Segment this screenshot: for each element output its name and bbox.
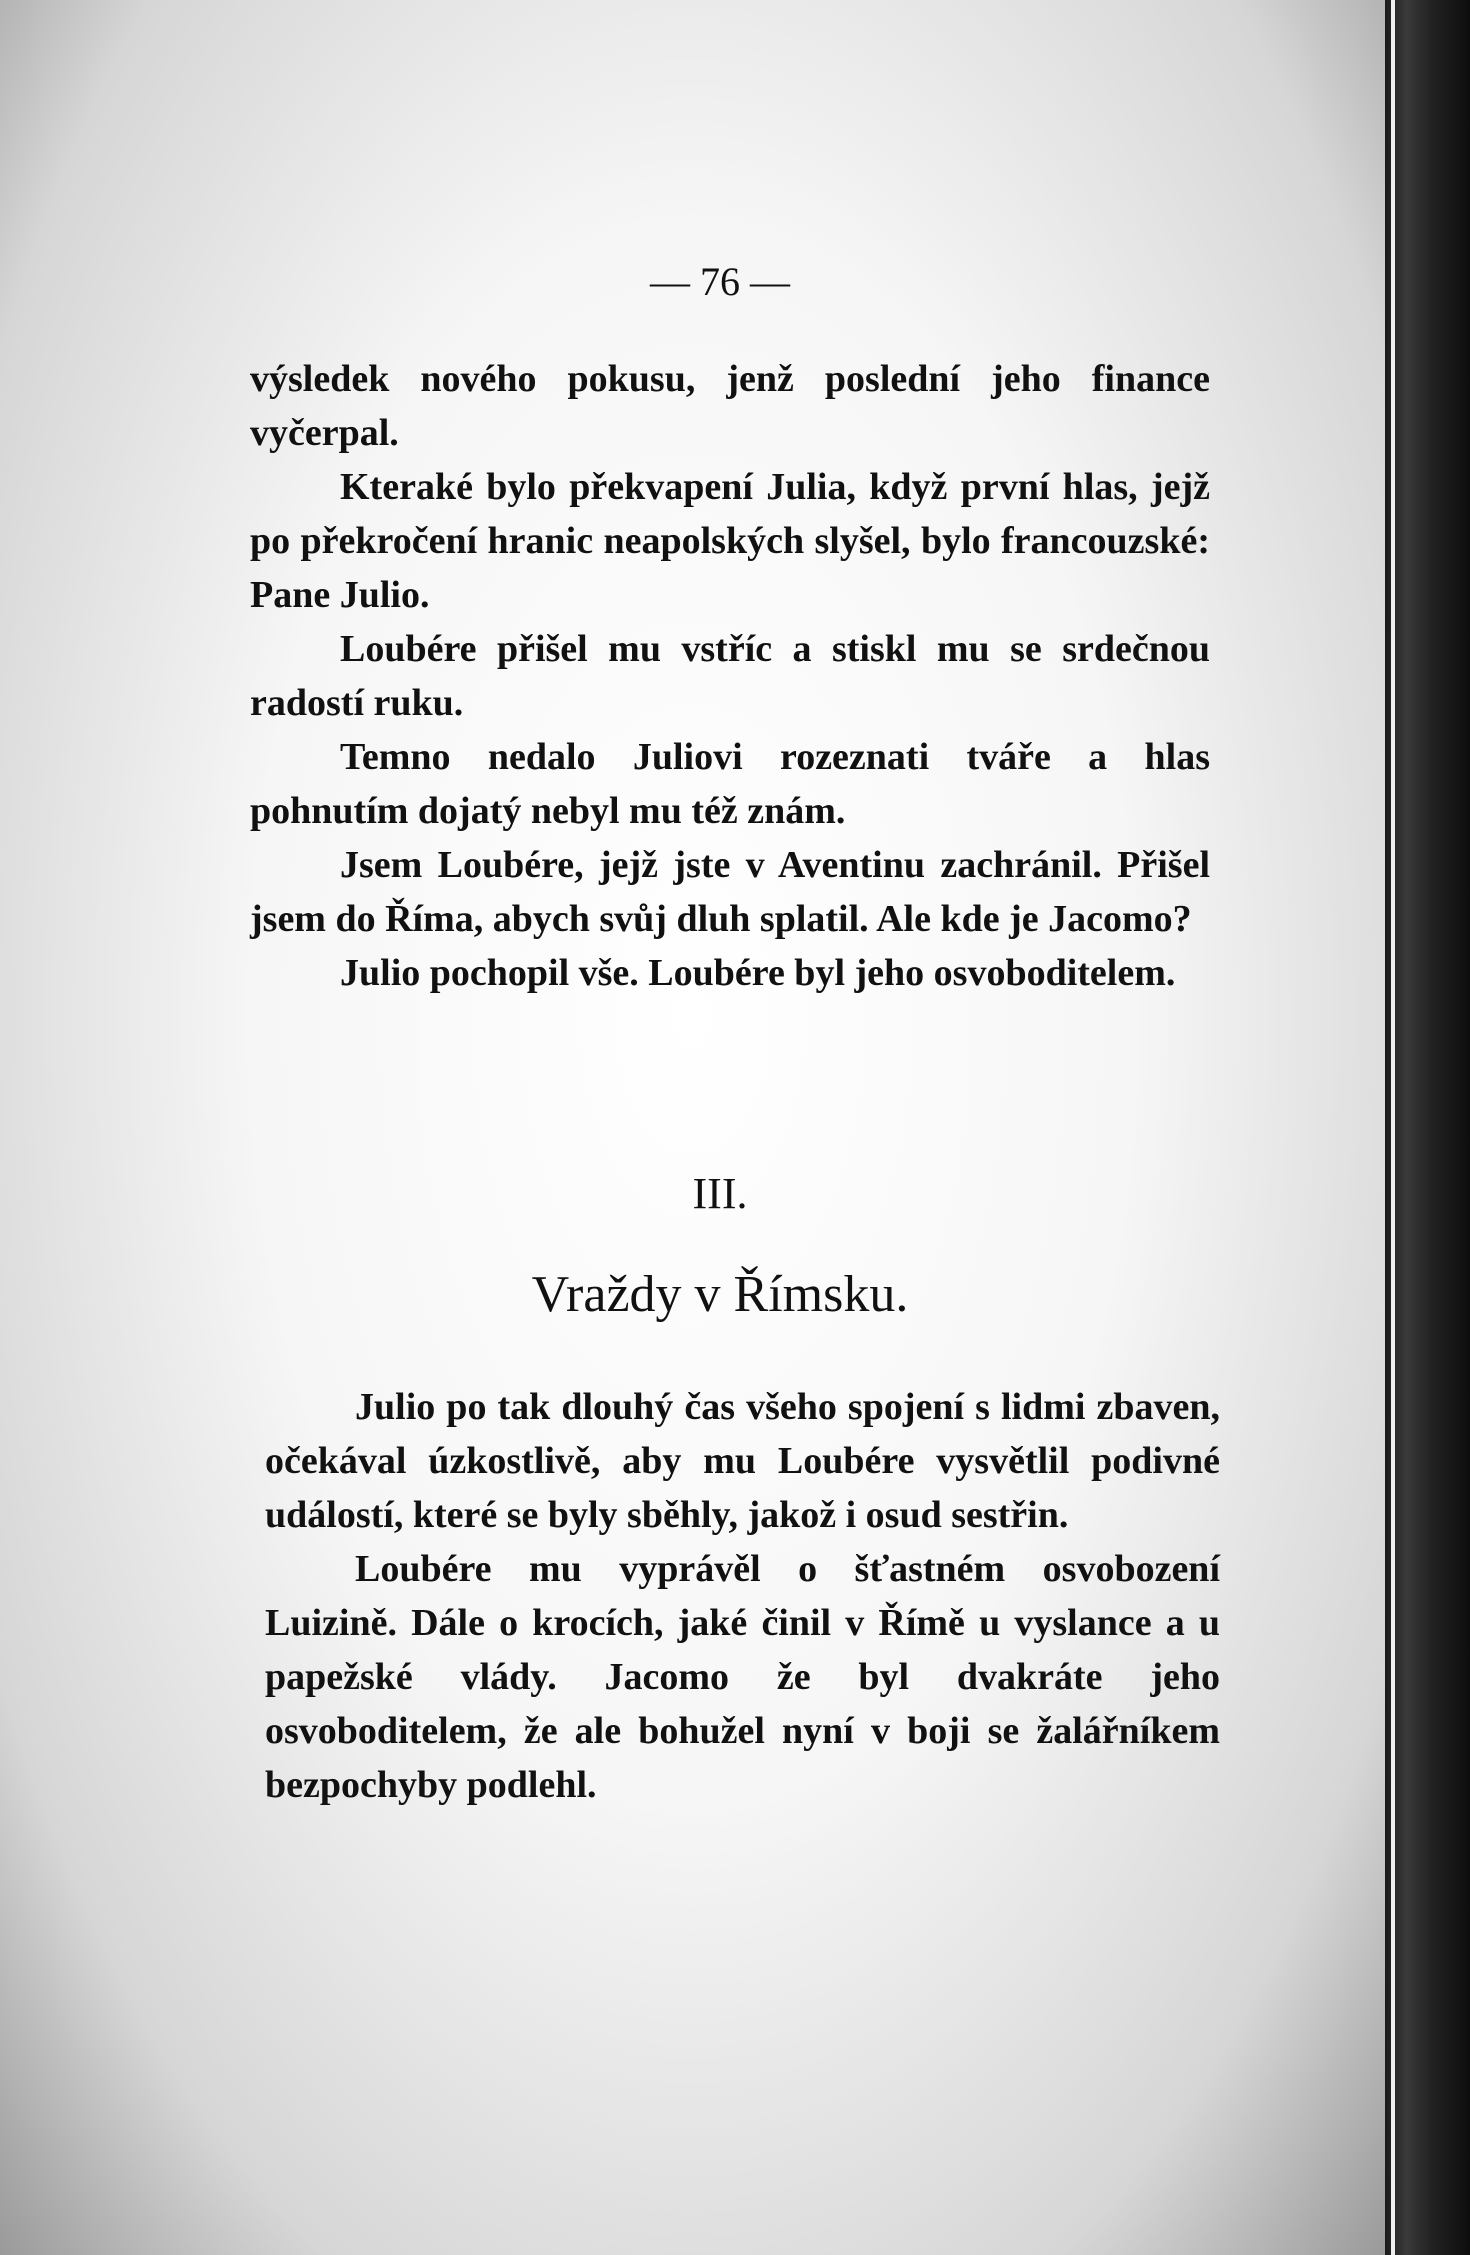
- page-number: — 76 —: [650, 259, 790, 304]
- chapter-title: Vraždy v Římsku.: [531, 1266, 909, 1323]
- text-block-top: [250, 352, 1210, 1000]
- book-spine-edge: [1385, 0, 1470, 2255]
- paragraph: Julio pochopil vše. Loubére byl jeho osvoboditelem.: [340, 952, 1176, 994]
- paragraph: Kteraké bylo překvapení Julia, když první hlas, jejž po překročení hranic neapolských slyšel, bylo francouzské: Pane Julio.: [250, 466, 1210, 616]
- paragraph: Temno nedalo Juliovi rozeznati tváře a hlas pohnutím dojatý nebyl mu též znám.: [250, 736, 1210, 832]
- paragraph: Loubére přišel mu vstříc a stiskl mu se srdečnou radostí ruku.: [250, 628, 1210, 724]
- paragraph: výsledek nového pokusu, jenž poslední jeho finance vyčerpal.: [250, 358, 1210, 454]
- paragraph: Jsem Loubére, jejž jste v Aventinu zachránil. Přišel jsem do Říma, abych svůj dluh splatil. Ale kde je Jacomo?: [250, 844, 1210, 940]
- chapter-number: III.: [692, 1169, 748, 1218]
- paragraph: Loubére mu vyprávěl o šťastném osvobození Luizině. Dále o krocích, jaké činil v Římě u vyslance a u papežské vlády. Jacomo že byl dvakráte jeho osvoboditelem, že ale bohužel nyní v boji se žalářníkem bezpochyby podlehl.: [265, 1548, 1220, 1806]
- paragraph: Julio po tak dlouhý čas všeho spojení s lidmi zbaven, očekával úzkostlivě, aby mu Loubére vysvětlil podivné událostí, které se byly sběhly, jakož i osud sestřin.: [265, 1386, 1220, 1536]
- text-block-bottom: [265, 1380, 1220, 1812]
